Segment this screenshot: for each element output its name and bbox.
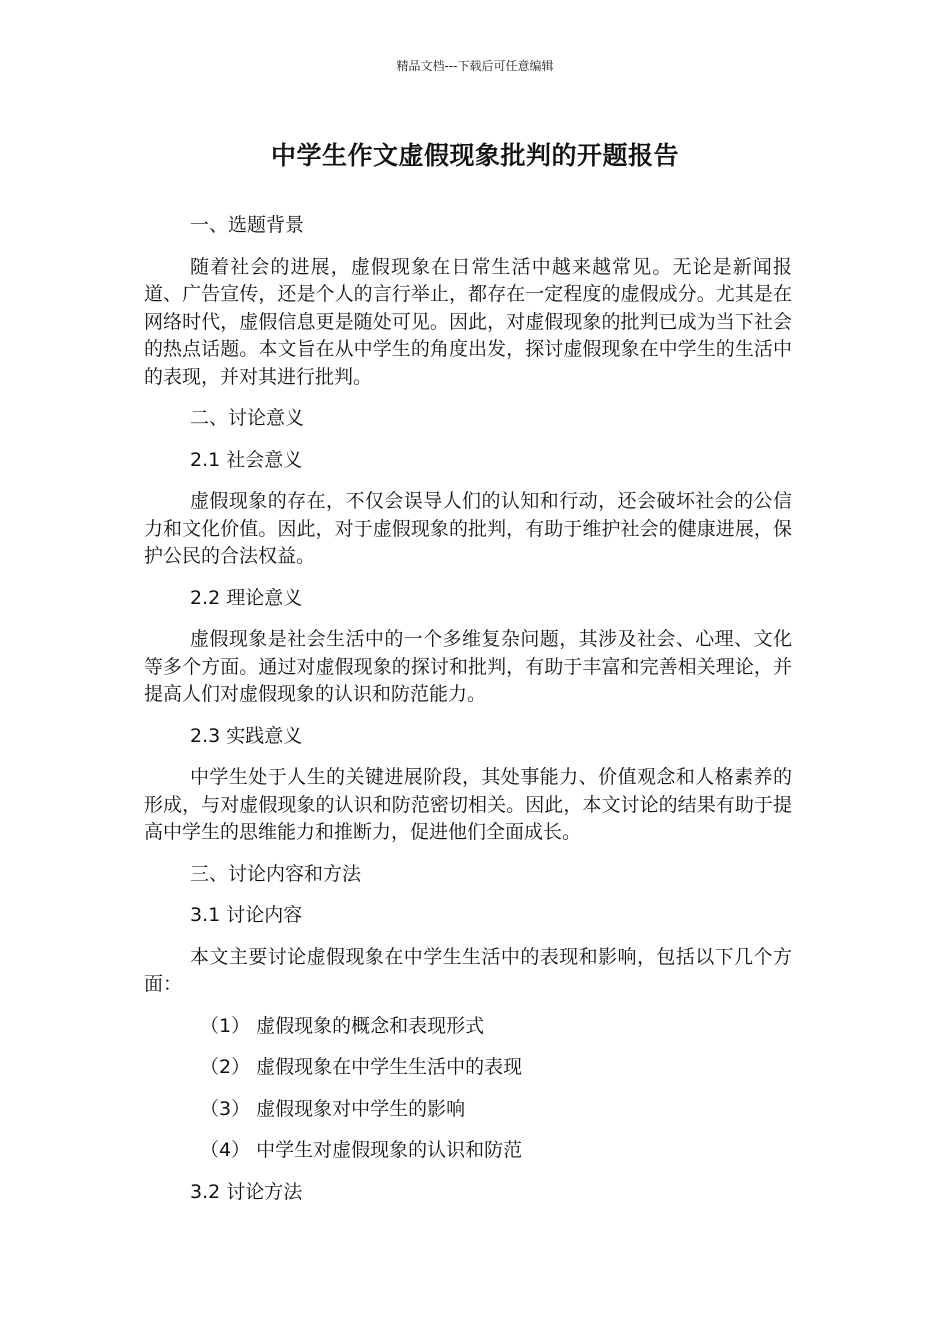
document-body	[144, 212, 792, 1220]
section-heading-significance: 二、讨论意义	[190, 407, 305, 429]
subheading-research-content: 3.1 讨论内容	[190, 904, 303, 926]
document-title: 中学生作文虚假现象批判的开题报告	[270, 141, 679, 170]
list-item-1: （1） 虚假现象的概念和表现形式	[200, 1014, 485, 1037]
page-header: 精品文档---下载后可任意编辑	[396, 59, 554, 73]
paragraph-research-content: 本文主要讨论虚假现象在中学生生活中的表现和影响，包括以下几个方面：	[144, 945, 792, 995]
list-item-2: （2） 虚假现象在中学生生活中的表现	[200, 1056, 523, 1078]
subheading-research-methods: 3.2 讨论方法	[190, 1180, 303, 1203]
paragraph-practical-significance: 中学生处于人生的关键进展阶段，其处事能力、价值观念和人格素养的形成，与对虚假现象的认识和防范密切相关。因此，本文讨论的结果有助于提高中学生的思维能力和推断力，促进他们全面成长。	[144, 766, 792, 843]
list-item-4: （4） 中学生对虚假现象的认识和防范	[200, 1139, 523, 1161]
section-heading-background: 一、选题背景	[190, 214, 305, 236]
subheading-theoretical-significance: 2.2 理论意义	[190, 586, 303, 609]
list-item-3: （3） 虚假现象对中学生的影响	[200, 1097, 466, 1120]
paragraph-social-significance: 虚假现象的存在，不仅会误导人们的认知和行动，还会破坏社会的公信力和文化价值。因此，对于虚假现象的批判，有助于维护社会的健康进展，保护公民的合法权益。	[144, 490, 792, 567]
section-heading-content-methods: 三、讨论内容和方法	[190, 862, 362, 885]
paragraph-background: 随着社会的进展，虚假现象在日常生活中越来越常见。无论是新闻报道、广告宣传，还是个人的言行举止，都存在一定程度的虚假成分。尤其是在网络时代，虚假信息更是随处可见。因此，对虚假现象的批判已成为当下社会的热点话题。本文旨在从中学生的角度出发，探讨虚假现象在中学生的生活中的表现，并对其进行批判。	[144, 255, 792, 388]
paragraph-theoretical-significance: 虚假现象是社会生活中的一个多维复杂问题，其涉及社会、心理、文化等多个方面。通过对虚假现象的探讨和批判，有助于丰富和完善相关理论，并提高人们对虚假现象的认识和防范能力。	[144, 628, 792, 705]
subheading-practical-significance: 2.3 实践意义	[190, 724, 303, 747]
subheading-social-significance: 2.1 社会意义	[190, 448, 303, 471]
